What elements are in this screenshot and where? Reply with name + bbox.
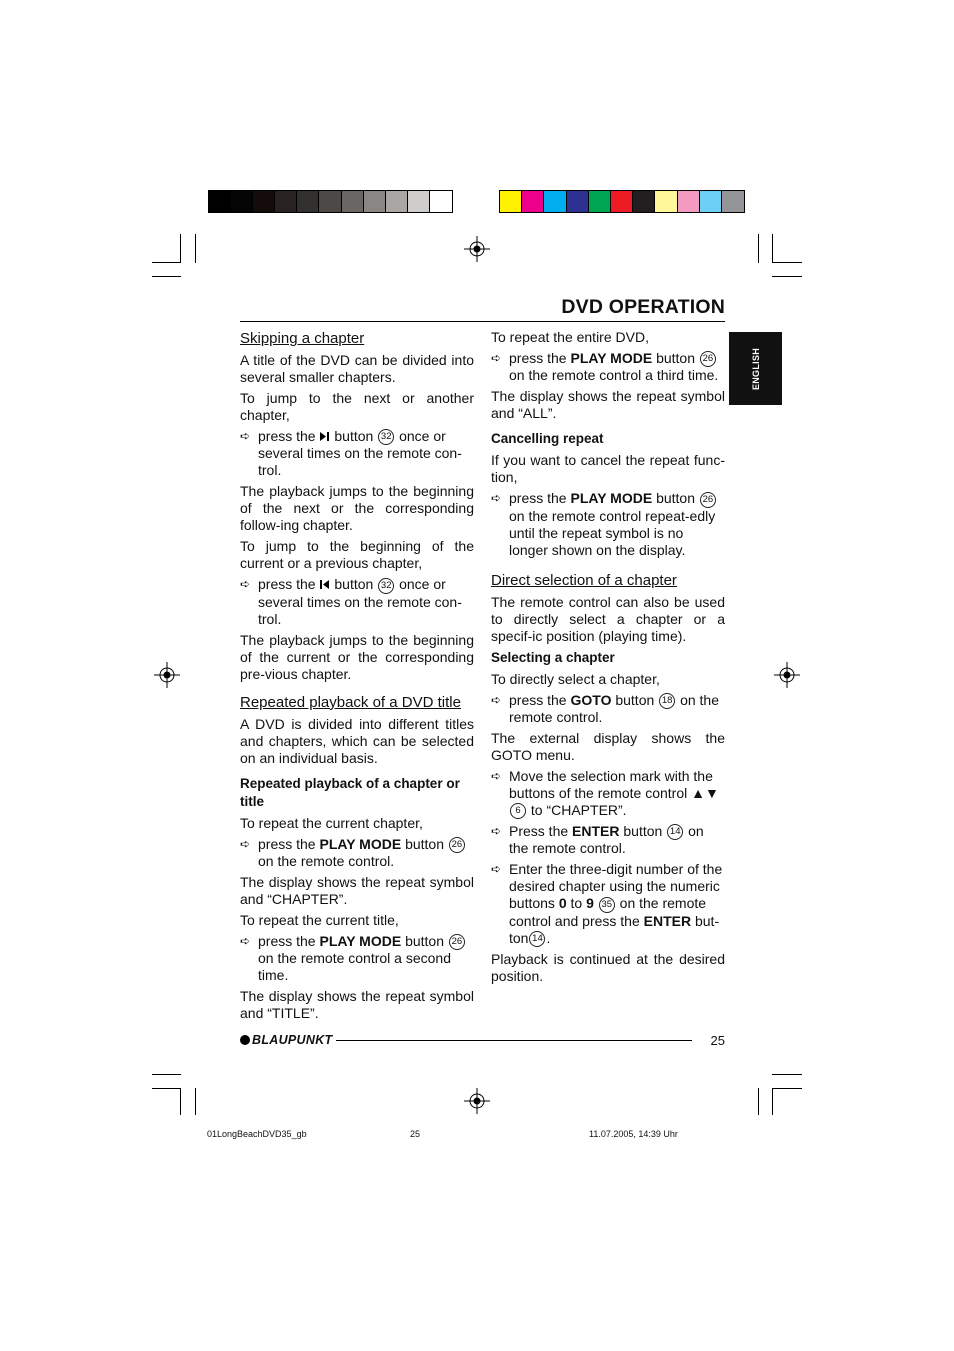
brand-name: BLAUPUNKT [252, 1033, 333, 1047]
button-number-badge: 26 [449, 837, 465, 853]
instruction-step [491, 823, 725, 857]
color-swatch [567, 191, 589, 212]
step-text: on the remote control. [509, 691, 719, 725]
step-text: once or several times on the remote con-trol. [258, 428, 462, 479]
button-name: 0 [558, 895, 567, 912]
step-text: button [405, 932, 445, 949]
step-arrow-icon: ➪ [240, 429, 251, 443]
button-number-badge: 6 [510, 803, 526, 819]
color-swatch [544, 191, 566, 212]
crop-mark [152, 1074, 181, 1075]
color-swatch [209, 191, 231, 212]
paragraph: The display shows the repeat symbol and “CHAPTER”. [240, 873, 474, 907]
previous-chapter-icon [319, 579, 330, 590]
step-text: on the remote control. [258, 852, 395, 869]
paragraph: The external display shows the GOTO menu. [491, 729, 725, 763]
color-swatch [700, 191, 722, 212]
button-name: ENTER [572, 823, 620, 840]
step-arrow-icon: ➪ [240, 836, 251, 851]
step-text: press the [258, 576, 316, 593]
step-text: on the remote control and press the [509, 895, 707, 929]
paragraph: If you want to cancel the repeat func-tion, [491, 452, 725, 486]
crop-mark [758, 1088, 759, 1115]
paragraph: The remote control can also be used to directly select a chapter or a specif-ic position (playing time). [491, 593, 725, 644]
paragraph: A title of the DVD can be divided into several smaller chapters. [240, 352, 474, 385]
crop-mark [772, 1088, 773, 1115]
instruction-step [240, 428, 474, 479]
logo-dot-icon [240, 1035, 250, 1045]
paragraph: Playback is continued at the desired position. [491, 951, 725, 985]
crop-mark [152, 262, 181, 263]
language-tab [729, 332, 782, 405]
crop-mark [772, 276, 802, 277]
section-heading-direct-selection: Direct selection of a chapter [491, 571, 677, 589]
right-column [491, 329, 725, 989]
crop-mark [180, 234, 181, 263]
button-number-badge: 32 [378, 578, 394, 594]
paragraph: The display shows the repeat symbol and “TITLE”. [240, 988, 474, 1022]
paragraph: To jump to the next or another chapter, [240, 390, 474, 423]
crop-mark [772, 1088, 802, 1089]
subheading-cancelling-repeat: Cancelling repeat [491, 431, 604, 447]
step-arrow-icon: ➪ [491, 862, 502, 877]
crop-mark [195, 234, 196, 263]
crop-mark [772, 262, 802, 263]
step-text: button [656, 490, 696, 507]
step-text: Press the [509, 823, 569, 840]
footer-rule [336, 1040, 692, 1041]
color-swatch [655, 191, 677, 212]
color-swatch [522, 191, 544, 212]
language-tab-label: ENGLISH [750, 347, 761, 390]
registration-mark-icon [464, 1088, 490, 1114]
step-text: button [615, 691, 655, 708]
color-calibration-bar [499, 190, 745, 213]
step-text: Move the selection mark with the buttons of the remote control [509, 767, 713, 801]
page-title: DVD OPERATION [561, 296, 725, 318]
color-swatch [342, 191, 364, 212]
step-text: to “CHAPTER”. [530, 801, 627, 818]
brand-logo [240, 1033, 332, 1047]
button-name: GOTO [570, 691, 612, 708]
title-rule [240, 321, 725, 322]
step-text: on the remote control a second time. [258, 950, 452, 984]
instruction-step [491, 861, 725, 947]
paragraph: The playback jumps to the beginning of the current or the corresponding pre-vious chapter. [240, 631, 474, 682]
paragraph: A DVD is divided into different titles and chapters, which can be selected on an individual basis. [240, 715, 474, 766]
step-text: press the [258, 932, 316, 949]
instruction-step [240, 576, 474, 627]
step-arrow-icon: ➪ [491, 768, 502, 783]
registration-mark-icon [154, 662, 180, 688]
color-swatch [297, 191, 319, 212]
paragraph: To jump to the beginning of the current or a previous chapter, [240, 538, 474, 572]
color-swatch [231, 191, 253, 212]
paragraph: To repeat the current title, [240, 911, 399, 928]
button-number-badge: 14 [529, 931, 545, 947]
step-text: button [334, 576, 374, 593]
button-number-badge: 26 [700, 351, 716, 367]
step-text: button [405, 835, 445, 852]
instruction-step [240, 933, 474, 984]
step-text: . [546, 929, 551, 946]
paragraph: To repeat the current chapter, [240, 814, 423, 831]
page-number: 25 [710, 1033, 725, 1048]
crop-mark [772, 234, 773, 263]
crop-mark [152, 1088, 181, 1089]
step-text: button [623, 823, 663, 840]
grayscale-calibration-bar [208, 190, 453, 213]
subheading-repeated-chapter: Repeated playback of a chapter or title [240, 775, 460, 809]
crop-mark [758, 234, 759, 263]
step-text: press the [509, 350, 567, 366]
registration-mark-icon [464, 236, 490, 262]
up-down-arrow-icon: ▲▼ [691, 784, 719, 801]
left-column [240, 329, 474, 1026]
step-text: to [570, 895, 583, 912]
paragraph: The playback jumps to the beginning of the next or the corresponding follow-ing chapter. [240, 483, 474, 534]
paragraph: To repeat the entire DVD, [491, 329, 649, 345]
step-arrow-icon: ➪ [491, 692, 502, 707]
step-text: press the [509, 490, 567, 507]
button-name: 9 [586, 895, 594, 912]
crop-mark [152, 276, 181, 277]
step-text: on the remote control repeat-edly until the repeat symbol is no longer shown on the display. [509, 507, 716, 558]
button-name: ENTER [643, 912, 692, 929]
button-name: PLAY MODE [319, 835, 402, 852]
crop-mark [195, 1088, 196, 1115]
step-text: Enter the three-digit number of the desired chapter using the numeric buttons [509, 861, 723, 912]
color-swatch [275, 191, 297, 212]
section-heading-repeated-playback: Repeated playback of a DVD title [240, 693, 461, 711]
button-number-badge: 18 [659, 693, 675, 709]
color-swatch [430, 191, 452, 212]
step-arrow-icon: ➪ [491, 491, 502, 506]
print-date: 11.07.2005, 14:39 Uhr [589, 1129, 678, 1139]
button-number-badge: 26 [449, 934, 465, 950]
instruction-step [240, 836, 474, 870]
registration-mark-icon [774, 662, 800, 688]
crop-mark [772, 1074, 802, 1075]
color-swatch [678, 191, 700, 212]
section-heading-skipping: Skipping a chapter [240, 330, 365, 347]
print-file-name: 01LongBeachDVD35_gb [207, 1129, 307, 1139]
paragraph: To directly select a chapter, [491, 670, 660, 687]
paragraph: The display shows the repeat symbol and “ALL”. [491, 388, 725, 422]
step-text: button [656, 350, 696, 366]
color-swatch [589, 191, 611, 212]
step-text: press the [258, 428, 316, 444]
step-arrow-icon: ➪ [240, 577, 251, 592]
color-swatch [611, 191, 633, 212]
color-swatch [386, 191, 408, 212]
button-number-badge: 35 [599, 897, 615, 913]
button-name: PLAY MODE [570, 350, 653, 366]
color-swatch [319, 191, 341, 212]
color-swatch [253, 191, 275, 212]
color-swatch [500, 191, 522, 212]
print-sheet-number: 25 [410, 1129, 421, 1139]
step-text: button [334, 428, 374, 444]
step-arrow-icon: ➪ [491, 351, 502, 365]
instruction-step [491, 350, 725, 384]
step-text: on the remote control a third time. [509, 367, 719, 384]
button-name: PLAY MODE [570, 490, 653, 507]
step-arrow-icon: ➪ [491, 824, 502, 839]
color-swatch [408, 191, 430, 212]
step-text: once or several times on the remote con-trol. [258, 576, 462, 627]
step-arrow-icon: ➪ [240, 933, 251, 948]
button-number-badge: 32 [378, 429, 394, 445]
next-chapter-icon [319, 431, 330, 442]
color-swatch [633, 191, 655, 212]
instruction-step [491, 768, 725, 819]
step-text: on the remote control. [509, 823, 704, 857]
button-number-badge: 14 [667, 824, 683, 840]
color-swatch [722, 191, 744, 212]
button-name: PLAY MODE [319, 932, 402, 949]
instruction-step [491, 692, 725, 726]
crop-mark [180, 1088, 181, 1115]
subheading-selecting-chapter: Selecting a chapter [491, 649, 615, 665]
button-number-badge: 26 [700, 492, 716, 508]
instruction-step [491, 490, 725, 558]
step-text: but-ton [509, 912, 720, 946]
color-swatch [364, 191, 386, 212]
step-text: press the [509, 691, 567, 708]
step-text: press the [258, 835, 316, 852]
